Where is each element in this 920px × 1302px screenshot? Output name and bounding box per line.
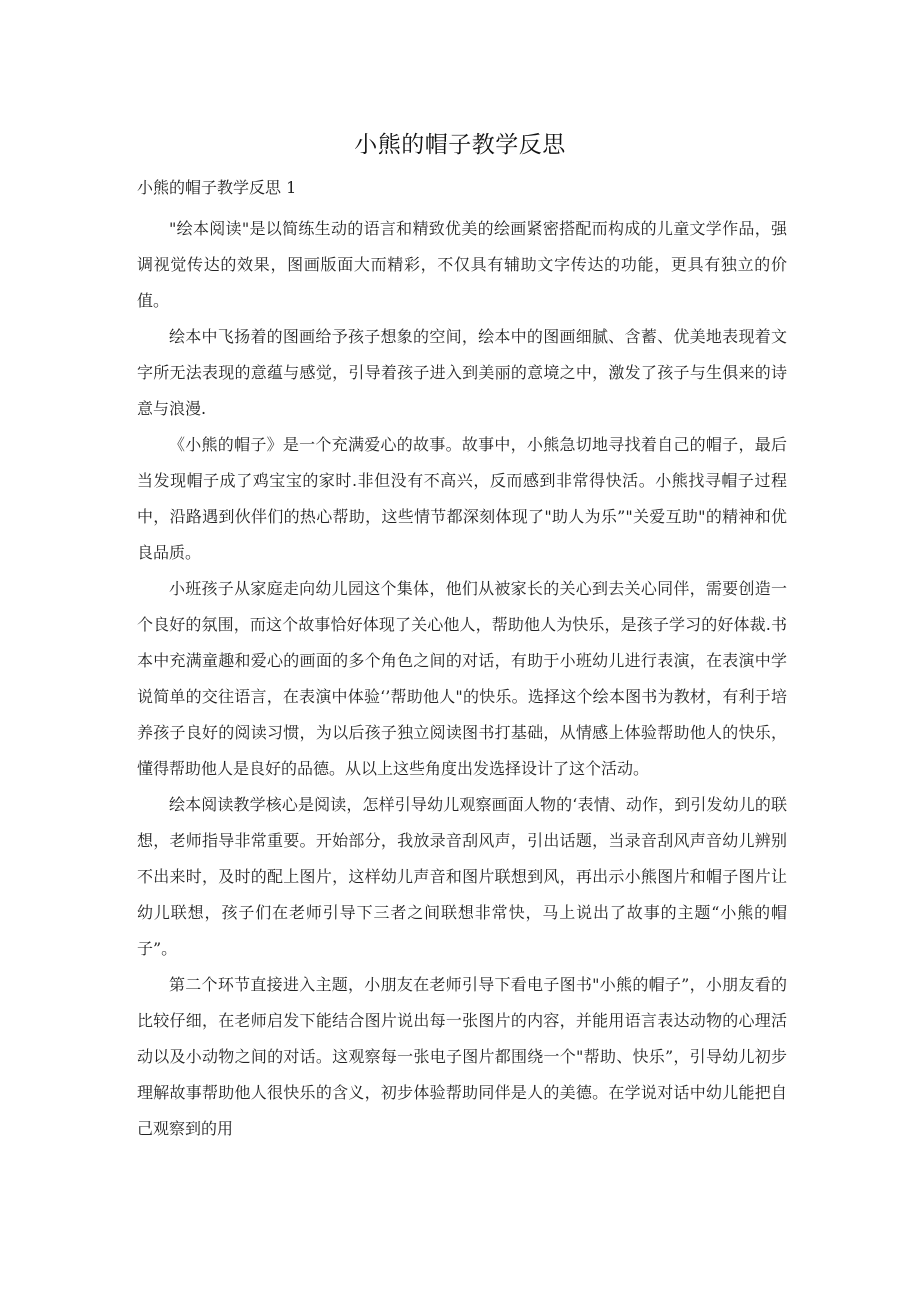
paragraph-5: 绘本阅读教学核心是阅读，怎样引导幼儿观察画面人物的‘表情、动作，到引发幼儿的联想，老师指导非常重要。开始部分，我放录音刮风声，引出话题，当录音刮风声音幼儿辨别不出来时，及时的配上图片，这样幼儿声音和图片联想到风，再出示小熊图片和帽子图片让幼儿联想，孩子们在老师引导下三者之间联想非常快，马上说出了故事的主题“小熊的帽子”。 (137, 795, 787, 958)
section-heading: 小熊的帽子教学反思 1 (137, 178, 297, 197)
page-title: 小熊的帽子教学反思 (354, 131, 566, 157)
paragraph-4: 小班孩子从家庭走向幼儿园这个集体，他们从被家长的关心到去关心同伴，需要创造一个良好的氛围，而这个故事恰好体现了关心他人，帮助他人为快乐，是孩子学习的好体裁.书本中充满童趣和爱心的画面的多个角色之间的对话，有助于小班幼儿进行表演，在表演中学说简单的交往语言，在表演中体验‘’帮助他人"的快乐。选择这个绘本图书为教材，有利于培养孩子良好的阅读习惯，为以后孩子独立阅读图书打基础，从情感上体验帮助他人的快乐，懂得帮助他人是良好的品德。从以上这些角度出发选择设计了这个活动。 (137, 579, 787, 778)
paragraph-2: 绘本中飞扬着的图画给予孩子想象的空间，绘本中的图画细腻、含蓄、优美地表现着文字所无法表现的意蕴与感觉，引导着孩子进入到美丽的意境之中，激发了孩子与生俱来的诗意与浪漫. (137, 327, 787, 418)
paragraph-1: "绘本阅读"是以简练生动的语言和精致优美的绘画紧密搭配而构成的儿童文学作品，强调视觉传达的效果，图画版面大而精彩，不仅具有辅助文字传达的功能，更具有独立的价值。 (137, 219, 787, 310)
paragraph-6: 第二个环节直接进入主题，小朋友在老师引导下看电子图书"小熊的帽子”，小朋友看的比较仔细，在老师启发下能结合图片说出每一张图片的内容，并能用语言表达动物的心理活动以及小动物之间的对话。这观察每一张电子图片都围绕一个"帮助、快乐”，引导幼儿初步理解故事帮助他人很快乐的含义，初步体验帮助同伴是人的美德。在学说对话中幼儿能把自己观察到的用 (137, 975, 787, 1138)
paragraph-3: 《小熊的帽子》是一个充满爱心的故事。故事中，小熊急切地寻找着自己的帽子，最后当发现帽子成了鸡宝宝的家时.非但没有不高兴，反而感到非常得快活。小熊找寻帽子过程中，沿路遇到伙伴们的热心帮助，这些情节都深刻体现了"助人为乐”"关爱互助"的精神和优良品质。 (137, 435, 787, 562)
document-body (137, 211, 787, 1147)
